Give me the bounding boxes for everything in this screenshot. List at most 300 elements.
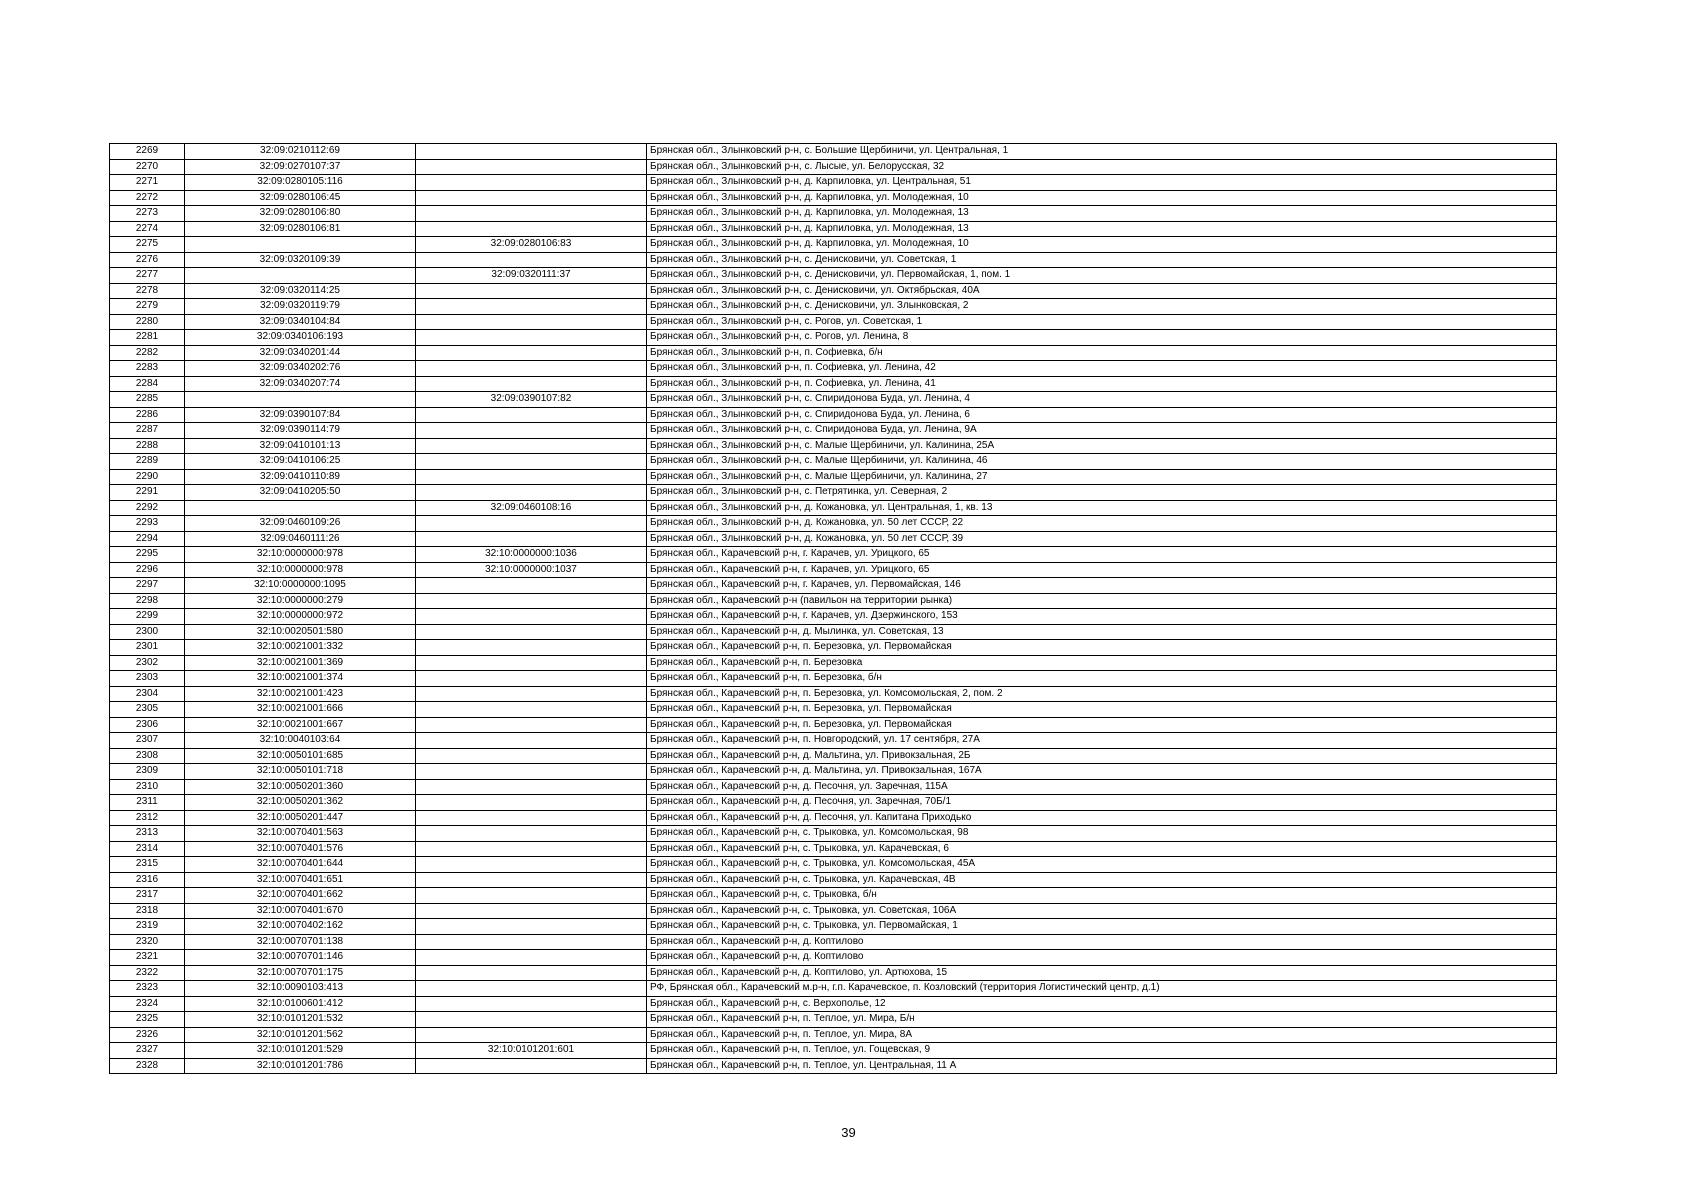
related-cadastral-number — [416, 934, 647, 950]
cadastral-number — [185, 500, 416, 516]
table-row — [110, 423, 1557, 439]
cadastral-number: 32:10:0020501:580 — [185, 624, 416, 640]
table-row — [110, 717, 1557, 733]
related-cadastral-number — [416, 516, 647, 532]
row-number: 2301 — [110, 640, 185, 656]
cadastral-number: 32:09:0340202:76 — [185, 361, 416, 377]
row-number: 2317 — [110, 888, 185, 904]
related-cadastral-number — [416, 655, 647, 671]
row-number: 2312 — [110, 810, 185, 826]
related-cadastral-number — [416, 686, 647, 702]
table-row — [110, 454, 1557, 470]
related-cadastral-number — [416, 702, 647, 718]
address: Брянская обл., Злынковский р-н, д. Карпиловка, ул. Молодежная, 10 — [647, 190, 1557, 206]
table-row — [110, 376, 1557, 392]
related-cadastral-number — [416, 206, 647, 222]
row-number: 2300 — [110, 624, 185, 640]
related-cadastral-number — [416, 221, 647, 237]
related-cadastral-number: 32:10:0101201:601 — [416, 1043, 647, 1059]
row-number: 2324 — [110, 996, 185, 1012]
table-row — [110, 981, 1557, 997]
related-cadastral-number — [416, 438, 647, 454]
address: Брянская обл., Карачевский р-н, п. Теплое, ул. Мира, 8А — [647, 1027, 1557, 1043]
row-number: 2296 — [110, 562, 185, 578]
row-number: 2290 — [110, 469, 185, 485]
related-cadastral-number — [416, 996, 647, 1012]
table-row — [110, 144, 1557, 160]
cadastral-number: 32:10:0021001:374 — [185, 671, 416, 687]
related-cadastral-number — [416, 407, 647, 423]
address: Брянская обл., Карачевский р-н, г. Карачев, ул. Дзержинского, 153 — [647, 609, 1557, 625]
table-row — [110, 159, 1557, 175]
table-row — [110, 655, 1557, 671]
cadastral-number: 32:09:0340207:74 — [185, 376, 416, 392]
table-row — [110, 314, 1557, 330]
row-number: 2281 — [110, 330, 185, 346]
cadastral-number: 32:10:0070401:670 — [185, 903, 416, 919]
cadastral-number: 32:10:0021001:666 — [185, 702, 416, 718]
row-number: 2287 — [110, 423, 185, 439]
related-cadastral-number — [416, 531, 647, 547]
table-row — [110, 547, 1557, 563]
cadastral-number: 32:10:0000000:978 — [185, 547, 416, 563]
related-cadastral-number: 32:09:0280106:83 — [416, 237, 647, 253]
related-cadastral-number — [416, 593, 647, 609]
row-number: 2311 — [110, 795, 185, 811]
row-number: 2319 — [110, 919, 185, 935]
address: Брянская обл., Карачевский р-н, д. Мальтина, ул. Привокзальная, 2Б — [647, 748, 1557, 764]
related-cadastral-number — [416, 485, 647, 501]
row-number: 2315 — [110, 857, 185, 873]
table-row — [110, 361, 1557, 377]
table-row — [110, 795, 1557, 811]
address: Брянская обл., Злынковский р-н, с. Денисковичи, ул. Первомайская, 1, пом. 1 — [647, 268, 1557, 284]
address: Брянская обл., Карачевский р-н, д. Коптилово — [647, 950, 1557, 966]
address: Брянская обл., Карачевский р-н, с. Трыковка, ул. Первомайская, 1 — [647, 919, 1557, 935]
address: Брянская обл., Злынковский р-н, с. Денисковичи, ул. Советская, 1 — [647, 252, 1557, 268]
table-row — [110, 779, 1557, 795]
related-cadastral-number — [416, 826, 647, 842]
address: Брянская обл., Злынковский р-н, с. Рогов, ул. Советская, 1 — [647, 314, 1557, 330]
cadastral-number: 32:09:0410110:89 — [185, 469, 416, 485]
cadastral-number: 32:09:0340201:44 — [185, 345, 416, 361]
related-cadastral-number — [416, 1058, 647, 1074]
cadastral-number: 32:09:0340106:193 — [185, 330, 416, 346]
table-row — [110, 299, 1557, 315]
page-number: 39 — [841, 1125, 856, 1140]
row-number: 2282 — [110, 345, 185, 361]
cadastral-number: 32:10:0101201:562 — [185, 1027, 416, 1043]
table-row — [110, 934, 1557, 950]
cadastral-number: 32:10:0070401:662 — [185, 888, 416, 904]
row-number: 2299 — [110, 609, 185, 625]
address: Брянская обл., Злынковский р-н, с. Лысые, ул. Белорусская, 32 — [647, 159, 1557, 175]
cadastral-number: 32:10:0070401:563 — [185, 826, 416, 842]
table-row — [110, 764, 1557, 780]
cadastral-number: 32:10:0021001:667 — [185, 717, 416, 733]
table-body — [110, 144, 1557, 1074]
address: Брянская обл., Карачевский р-н, п. Березовка, ул. Комсомольская, 2, пом. 2 — [647, 686, 1557, 702]
cadastral-number: 32:09:0410101:13 — [185, 438, 416, 454]
related-cadastral-number — [416, 950, 647, 966]
cadastral-number: 32:10:0021001:369 — [185, 655, 416, 671]
address: Брянская обл., Карачевский р-н, п. Березовка, ул. Первомайская — [647, 717, 1557, 733]
related-cadastral-number — [416, 175, 647, 191]
cadastral-number: 32:09:0340104:84 — [185, 314, 416, 330]
address: Брянская обл., Карачевский р-н, д. Коптилово, ул. Артюхова, 15 — [647, 965, 1557, 981]
row-number: 2271 — [110, 175, 185, 191]
related-cadastral-number — [416, 609, 647, 625]
table-row — [110, 950, 1557, 966]
address: Брянская обл., Карачевский р-н, п. Березовка, ул. Первомайская — [647, 640, 1557, 656]
table-row — [110, 407, 1557, 423]
row-number: 2325 — [110, 1012, 185, 1028]
cadastral-number: 32:10:0070701:175 — [185, 965, 416, 981]
address: Брянская обл., Карачевский р-н, с. Трыковка, ул. Комсомольская, 98 — [647, 826, 1557, 842]
table-row — [110, 237, 1557, 253]
address: Брянская обл., Злынковский р-н, с. Малые Щербиничи, ул. Калинина, 46 — [647, 454, 1557, 470]
cadastral-number: 32:10:0070401:651 — [185, 872, 416, 888]
table-row — [110, 190, 1557, 206]
cadastral-number: 32:10:0021001:332 — [185, 640, 416, 656]
related-cadastral-number — [416, 981, 647, 997]
address: Брянская обл., Злынковский р-н, с. Спиридонова Буда, ул. Ленина, 6 — [647, 407, 1557, 423]
row-number: 2272 — [110, 190, 185, 206]
address: Брянская обл., Злынковский р-н, д. Карпиловка, ул. Молодежная, 10 — [647, 237, 1557, 253]
row-number: 2270 — [110, 159, 185, 175]
table-row — [110, 903, 1557, 919]
row-number: 2288 — [110, 438, 185, 454]
row-number: 2283 — [110, 361, 185, 377]
related-cadastral-number — [416, 376, 647, 392]
address: Брянская обл., Злынковский р-н, п. Софиевка, ул. Ленина, 41 — [647, 376, 1557, 392]
address: Брянская обл., Злынковский р-н, д. Кожановка, ул. 50 лет СССР, 39 — [647, 531, 1557, 547]
row-number: 2286 — [110, 407, 185, 423]
related-cadastral-number — [416, 733, 647, 749]
table-row — [110, 578, 1557, 594]
address: Брянская обл., Злынковский р-н, с. Большие Щербиничи, ул. Центральная, 1 — [647, 144, 1557, 160]
address: Брянская обл., Злынковский р-н, д. Кожановка, ул. Центральная, 1, кв. 13 — [647, 500, 1557, 516]
table-row — [110, 640, 1557, 656]
related-cadastral-number — [416, 299, 647, 315]
row-number: 2309 — [110, 764, 185, 780]
cadastral-number: 32:09:0270107:37 — [185, 159, 416, 175]
related-cadastral-number — [416, 795, 647, 811]
cadastral-number — [185, 268, 416, 284]
address: Брянская обл., Карачевский р-н, с. Верхополье, 12 — [647, 996, 1557, 1012]
table-row — [110, 624, 1557, 640]
row-number: 2328 — [110, 1058, 185, 1074]
table-row — [110, 516, 1557, 532]
related-cadastral-number — [416, 190, 647, 206]
table-row — [110, 919, 1557, 935]
row-number: 2295 — [110, 547, 185, 563]
cadastral-number: 32:09:0280105:116 — [185, 175, 416, 191]
cadastral-number: 32:10:0070701:138 — [185, 934, 416, 950]
address: Брянская обл., Злынковский р-н, с. Спиридонова Буда, ул. Ленина, 9А — [647, 423, 1557, 439]
row-number: 2293 — [110, 516, 185, 532]
address: Брянская обл., Карачевский р-н, с. Трыковка, ул. Советская, 106А — [647, 903, 1557, 919]
related-cadastral-number — [416, 888, 647, 904]
row-number: 2302 — [110, 655, 185, 671]
cadastral-number: 32:09:0410205:50 — [185, 485, 416, 501]
related-cadastral-number: 32:09:0320111:37 — [416, 268, 647, 284]
related-cadastral-number — [416, 748, 647, 764]
cadastral-number: 32:10:0021001:423 — [185, 686, 416, 702]
row-number: 2298 — [110, 593, 185, 609]
cadastral-number: 32:09:0320109:39 — [185, 252, 416, 268]
table-row — [110, 671, 1557, 687]
address: Брянская обл., Злынковский р-н, с. Рогов, ул. Ленина, 8 — [647, 330, 1557, 346]
cadastral-number: 32:09:0410106:25 — [185, 454, 416, 470]
row-number: 2326 — [110, 1027, 185, 1043]
address: Брянская обл., Карачевский р-н, с. Трыковка, б/н — [647, 888, 1557, 904]
table-row — [110, 392, 1557, 408]
related-cadastral-number — [416, 454, 647, 470]
row-number: 2310 — [110, 779, 185, 795]
row-number: 2304 — [110, 686, 185, 702]
cadastral-number: 32:10:0070401:576 — [185, 841, 416, 857]
row-number: 2284 — [110, 376, 185, 392]
cadastral-number: 32:09:0460109:26 — [185, 516, 416, 532]
address: Брянская обл., Карачевский р-н, с. Трыковка, ул. Комсомольская, 45А — [647, 857, 1557, 873]
row-number: 2277 — [110, 268, 185, 284]
related-cadastral-number — [416, 314, 647, 330]
cadastral-number: 32:10:0101201:532 — [185, 1012, 416, 1028]
related-cadastral-number — [416, 1012, 647, 1028]
table-row — [110, 857, 1557, 873]
address: Брянская обл., Карачевский р-н, с. Трыковка, ул. Карачевская, 4В — [647, 872, 1557, 888]
cadastral-number: 32:09:0390114:79 — [185, 423, 416, 439]
related-cadastral-number — [416, 469, 647, 485]
address: Брянская обл., Карачевский р-н, п. Березовка, б/н — [647, 671, 1557, 687]
table-row — [110, 562, 1557, 578]
related-cadastral-number: 32:09:0390107:82 — [416, 392, 647, 408]
related-cadastral-number — [416, 872, 647, 888]
related-cadastral-number — [416, 857, 647, 873]
table-row — [110, 748, 1557, 764]
related-cadastral-number — [416, 810, 647, 826]
row-number: 2274 — [110, 221, 185, 237]
related-cadastral-number — [416, 252, 647, 268]
cadastral-number — [185, 237, 416, 253]
address: Брянская обл., Злынковский р-н, с. Петрятинка, ул. Северная, 2 — [647, 485, 1557, 501]
row-number: 2291 — [110, 485, 185, 501]
address: Брянская обл., Карачевский р-н, п. Новгородский, ул. 17 сентября, 27А — [647, 733, 1557, 749]
table-row — [110, 175, 1557, 191]
cadastral-number: 32:09:0320119:79 — [185, 299, 416, 315]
cadastral-number: 32:10:0090103:413 — [185, 981, 416, 997]
row-number: 2294 — [110, 531, 185, 547]
address: Брянская обл., Карачевский р-н, д. Коптилово — [647, 934, 1557, 950]
address: Брянская обл., Злынковский р-н, п. Софиевка, б/н — [647, 345, 1557, 361]
table-row — [110, 826, 1557, 842]
address: Брянская обл., Злынковский р-н, с. Спиридонова Буда, ул. Ленина, 4 — [647, 392, 1557, 408]
cadastral-number: 32:10:0100601:412 — [185, 996, 416, 1012]
related-cadastral-number — [416, 1027, 647, 1043]
address: Брянская обл., Карачевский р-н, д. Песочня, ул. Заречная, 115А — [647, 779, 1557, 795]
row-number: 2303 — [110, 671, 185, 687]
table-row — [110, 888, 1557, 904]
cadastral-number: 32:09:0280106:80 — [185, 206, 416, 222]
cadastral-number: 32:10:0101201:529 — [185, 1043, 416, 1059]
row-number: 2275 — [110, 237, 185, 253]
cadastral-number: 32:10:0000000:978 — [185, 562, 416, 578]
row-number: 2321 — [110, 950, 185, 966]
table-row — [110, 733, 1557, 749]
address: Брянская обл., Карачевский р-н, п. Березовка, ул. Первомайская — [647, 702, 1557, 718]
cadastral-number: 32:10:0070701:146 — [185, 950, 416, 966]
row-number: 2307 — [110, 733, 185, 749]
table-row — [110, 810, 1557, 826]
address: Брянская обл., Злынковский р-н, д. Кожановка, ул. 50 лет СССР, 22 — [647, 516, 1557, 532]
property-table — [109, 143, 1557, 1074]
row-number: 2320 — [110, 934, 185, 950]
address: Брянская обл., Злынковский р-н, п. Софиевка, ул. Ленина, 42 — [647, 361, 1557, 377]
related-cadastral-number: 32:10:0000000:1036 — [416, 547, 647, 563]
table-row — [110, 1043, 1557, 1059]
table-row — [110, 531, 1557, 547]
related-cadastral-number — [416, 919, 647, 935]
address: Брянская обл., Карачевский р-н, д. Песочня, ул. Заречная, 70Б/1 — [647, 795, 1557, 811]
related-cadastral-number — [416, 965, 647, 981]
table-row — [110, 206, 1557, 222]
table-row — [110, 330, 1557, 346]
address: Брянская обл., Злынковский р-н, д. Карпиловка, ул. Молодежная, 13 — [647, 206, 1557, 222]
table-row — [110, 686, 1557, 702]
row-number: 2292 — [110, 500, 185, 516]
row-number: 2285 — [110, 392, 185, 408]
row-number: 2305 — [110, 702, 185, 718]
address: Брянская обл., Злынковский р-н, с. Денисковичи, ул. Злынковская, 2 — [647, 299, 1557, 315]
row-number: 2327 — [110, 1043, 185, 1059]
row-number: 2323 — [110, 981, 185, 997]
related-cadastral-number — [416, 423, 647, 439]
cadastral-number: 32:09:0390107:84 — [185, 407, 416, 423]
address: Брянская обл., Карачевский р-н, п. Теплое, ул. Мира, Б/н — [647, 1012, 1557, 1028]
related-cadastral-number — [416, 144, 647, 160]
cadastral-number: 32:10:0070402:162 — [185, 919, 416, 935]
row-number: 2279 — [110, 299, 185, 315]
cadastral-number: 32:10:0070401:644 — [185, 857, 416, 873]
address: Брянская обл., Карачевский р-н, г. Карачев, ул. Урицкого, 65 — [647, 562, 1557, 578]
address: Брянская обл., Злынковский р-н, д. Карпиловка, ул. Молодежная, 13 — [647, 221, 1557, 237]
address: Брянская обл., Злынковский р-н, д. Карпиловка, ул. Центральная, 51 — [647, 175, 1557, 191]
address: Брянская обл., Карачевский р-н, д. Мылинка, ул. Советская, 13 — [647, 624, 1557, 640]
table-row — [110, 1012, 1557, 1028]
address: Брянская обл., Карачевский р-н, п. Теплое, ул. Гощевская, 9 — [647, 1043, 1557, 1059]
row-number: 2314 — [110, 841, 185, 857]
cadastral-number: 32:10:0000000:279 — [185, 593, 416, 609]
row-number: 2289 — [110, 454, 185, 470]
table-row — [110, 702, 1557, 718]
row-number: 2316 — [110, 872, 185, 888]
related-cadastral-number — [416, 283, 647, 299]
address: Брянская обл., Злынковский р-н, с. Денисковичи, ул. Октябрьская, 40А — [647, 283, 1557, 299]
table-row — [110, 500, 1557, 516]
related-cadastral-number — [416, 717, 647, 733]
table-row — [110, 1027, 1557, 1043]
cadastral-number: 32:10:0050101:685 — [185, 748, 416, 764]
table-row — [110, 438, 1557, 454]
row-number: 2273 — [110, 206, 185, 222]
related-cadastral-number — [416, 361, 647, 377]
table-row — [110, 872, 1557, 888]
cadastral-number: 32:09:0280106:81 — [185, 221, 416, 237]
related-cadastral-number — [416, 903, 647, 919]
table-row — [110, 593, 1557, 609]
table-row — [110, 469, 1557, 485]
table-row — [110, 609, 1557, 625]
cadastral-number: 32:09:0320114:25 — [185, 283, 416, 299]
related-cadastral-number: 32:10:0000000:1037 — [416, 562, 647, 578]
cadastral-number: 32:09:0280106:45 — [185, 190, 416, 206]
row-number: 2313 — [110, 826, 185, 842]
related-cadastral-number — [416, 345, 647, 361]
cadastral-number: 32:10:0040103:64 — [185, 733, 416, 749]
related-cadastral-number — [416, 578, 647, 594]
table-row — [110, 252, 1557, 268]
address: Брянская обл., Карачевский р-н, д. Мальтина, ул. Привокзальная, 167А — [647, 764, 1557, 780]
row-number: 2276 — [110, 252, 185, 268]
cadastral-number: 32:10:0000000:972 — [185, 609, 416, 625]
table-row — [110, 268, 1557, 284]
cadastral-number: 32:10:0050201:360 — [185, 779, 416, 795]
table-row — [110, 841, 1557, 857]
table-row — [110, 965, 1557, 981]
cadastral-number: 32:10:0101201:786 — [185, 1058, 416, 1074]
address: Брянская обл., Злынковский р-н, с. Малые Щербиничи, ул. Калинина, 25А — [647, 438, 1557, 454]
table-row — [110, 996, 1557, 1012]
address: Брянская обл., Карачевский р-н (павильон на территории рынка) — [647, 593, 1557, 609]
row-number: 2322 — [110, 965, 185, 981]
table-row — [110, 283, 1557, 299]
address: Брянская обл., Карачевский р-н, п. Теплое, ул. Центральная, 11 А — [647, 1058, 1557, 1074]
address: Брянская обл., Карачевский р-н, г. Карачев, ул. Первомайская, 146 — [647, 578, 1557, 594]
row-number: 2269 — [110, 144, 185, 160]
related-cadastral-number — [416, 330, 647, 346]
table-row — [110, 1058, 1557, 1074]
related-cadastral-number: 32:09:0460108:16 — [416, 500, 647, 516]
related-cadastral-number — [416, 841, 647, 857]
related-cadastral-number — [416, 159, 647, 175]
cadastral-number: 32:10:0050101:718 — [185, 764, 416, 780]
cadastral-number: 32:10:0000000:1095 — [185, 578, 416, 594]
row-number: 2278 — [110, 283, 185, 299]
address: Брянская обл., Карачевский р-н, д. Песочня, ул. Капитана Приходько — [647, 810, 1557, 826]
related-cadastral-number — [416, 764, 647, 780]
row-number: 2297 — [110, 578, 185, 594]
table-row — [110, 221, 1557, 237]
table-row — [110, 485, 1557, 501]
row-number: 2318 — [110, 903, 185, 919]
cadastral-number: 32:09:0210112:69 — [185, 144, 416, 160]
table-row — [110, 345, 1557, 361]
row-number: 2306 — [110, 717, 185, 733]
row-number: 2280 — [110, 314, 185, 330]
cadastral-number: 32:10:0050201:447 — [185, 810, 416, 826]
cadastral-number — [185, 392, 416, 408]
address: Брянская обл., Карачевский р-н, п. Березовка — [647, 655, 1557, 671]
related-cadastral-number — [416, 624, 647, 640]
address: Брянская обл., Злынковский р-н, с. Малые Щербиничи, ул. Калинина, 27 — [647, 469, 1557, 485]
cadastral-number: 32:09:0460111:26 — [185, 531, 416, 547]
related-cadastral-number — [416, 640, 647, 656]
row-number: 2308 — [110, 748, 185, 764]
address: Брянская обл., Карачевский р-н, с. Трыковка, ул. Карачевская, 6 — [647, 841, 1557, 857]
address: Брянская обл., Карачевский р-н, г. Карачев, ул. Урицкого, 65 — [647, 547, 1557, 563]
cadastral-number: 32:10:0050201:362 — [185, 795, 416, 811]
